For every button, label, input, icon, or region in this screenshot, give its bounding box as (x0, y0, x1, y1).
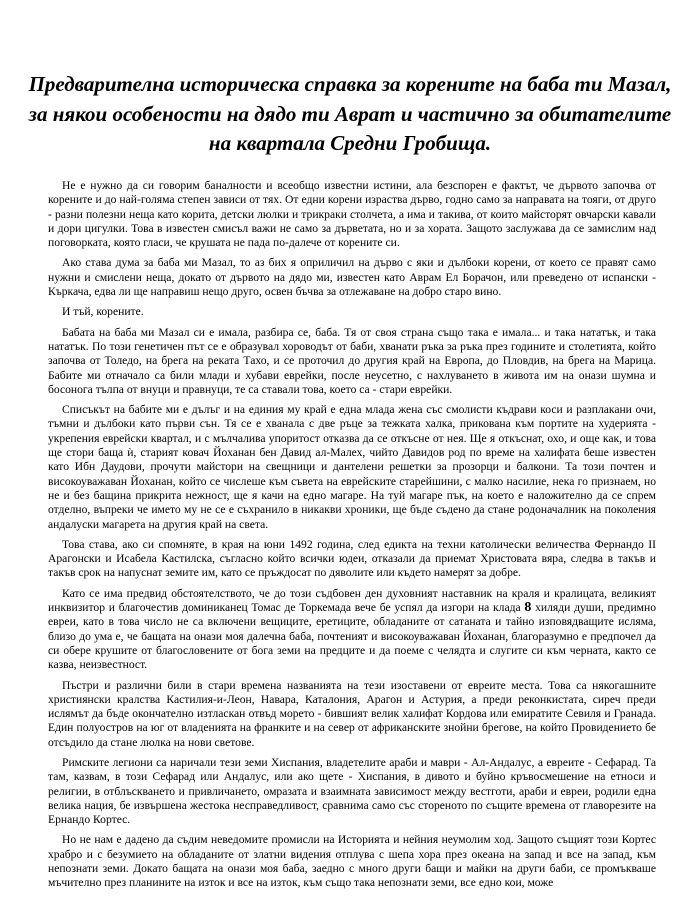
paragraph-4: Бабата на баба ми Мазал си е имала, разбира се, баба. Тя от своя страна също така е имала... и така нататък, и така нататък. По този генетичен път се е образувал хороводът от баби, хванати ръка за ръка през годините и столетията, който започва от Толедо, на брега на реката Тахо, и се проточил до другия край на Европа, до Пловдив, на брега на Марица. Бабите ми отначало са били млади и хубави еврейки, после неусетно, с нахлуването в живота им на онази шумна и босонога тълпа от внуци и правнуци, те са ставали това, което са - стари еврейки. (48, 325, 656, 396)
paragraph-7: Като се има предвид обстоятелството, че до този съдбовен ден духовният наставник на краля и кралицата, великият инквизитор и благочестив доминиканец Томас де Торкемада вече бе успял да изгори на клада 8 хиляди души, предимно евреи, като в това число не са включени вещиците, еретиците, обладаните от сатаната и тайно изповядващите исляма, близо до ума е, че бащата на онази моя далечна баба, почтеният и високоуважаван Йоханан, благоразумно е предпочел да си обере крушите от благословените от бога земи на предците и да поеме с челядта и слугите си към черната, както се казва, неизвестност. (48, 586, 656, 672)
emphasized-number: 8 (524, 600, 532, 616)
document-body (48, 179, 656, 897)
paragraph-6: Това става, ако си спомняте, в края на юни 1492 година, след едикта на техни католически величества Фернандо II Арагонски и Исабела Кастилска, съгласно който всички юдеи, отказали да приемат Христовата вяра, следва в такъв и такъв срок на напуснат земите им, като се пръждосат по дяволите или където намерят за добре. (48, 537, 656, 580)
paragraph-9: Римските легиони са наричали тези земи Хиспания, владетелите араби и маври - Ал-Андалус, а евреите - Сефарад. Та там, казвам, в този Сефарад или Андалус, или ако щете - Хиспания, в дивото и буйно кръвосмешение на етноси и религии, в отблъскването и привличането, омразата и взаимната зависимост между вестготи, араби и евреи, родили една велика нация, бе извършена жестока несправедливост, сравнима само със стореното по същите времена от главорезите на Ернандо Кортес. (48, 755, 656, 827)
paragraph-10: Но не нам е дадено да съдим неведомите промисли на Историята и нейния неумолим ход. Защото същият този Кортес храбро и с безумието на обладаните от златни видения отплува с шепа хора през океана на запад и все на запад, към непознати земи. Докато бащата на онази моя баба, заедно с много други бащи и майки на други баби, се промъкваше мъчително през планините на изток и все на изток, към също така непознати земи, все едно кои, може (48, 833, 656, 890)
document-title: Предварителна историческа справка за корените на баба ти Мазал, за някои особености на дядо ти Аврат и частично за обитателите на квартала Средни Гробища. (28, 72, 672, 155)
paragraph-1: Не е нужно да си говорим баналности и всеобщо известни истини, ала безспорен е фактът, че дървото започва от корените и до най-голяма степен зависи от тях. От едни корени израства дърво, годно само за направата на тояги, от друго - разни полезни неща като корита, детски люлки и трикраки столчета, а има и такива, от които майсторят овчарски кавали и дори цигулки. Това в известен смисъл важи не само за дърветата, но и за хората. Защото заслужава да се замислим над поговорката, която гласи, че крушата не пада по-далече от корените си. (48, 179, 656, 250)
paragraph-5: Списъкът на бабите ми е дълъг и на единия му край е една млада жена със смолисти къдрави коси и разплакани очи, тъмни и дълбоки като първи сън. Тя се е хванала с две ръце за тежката халка, прикована към портите на худерията - укрепения еврейски квартал, и с мълчалива упоритост отказва да се откъсне от нея. Ще я откъснат, охо, и още как, и това ще стори баща ѝ, старият ковач Йоханан бен Давид ал-Малех, чийто Давидов род по време на халифата беше известен като Ибн Даудови, прочути майстори на свещници и дантелени решетки за прозорци и балкони. Та този почтен и високоуважаван Йоханан, който се числеше към съвета на еврейските старейшини, с малко насилие, нека го признаем, но не и без бащина прикрита нежност, ще я качи на едно магаре. На туй магаре пък, на което е наложително да се спрем отделно, въпреки че името му не се е съхранило в никакви хроники, ще бъде съдено да стане родоначалник на поколения андалуски магарета на другия край на света. (48, 403, 656, 531)
paragraph-3: И тъй, корените. (62, 305, 144, 319)
paragraph-2: Ако става дума за баба ми Мазал, то аз бих я оприличил на дърво с яки и дълбоки корени, от което се правят само нужни и смислени неща, докато от дървото на дядо ми, известен като Аврам Ел Борачон, или преведено от испански - Къркача, едва ли ще направиш нещо друго, освен бъчва за отлежаване на добро старо вино. (48, 256, 656, 299)
paragraph-8: Пъстри и различни били в стари времена названията на тези изоставени от евреите места. Това са някогашните християнски кралства Кастилия-и-Леон, Навара, Каталония, Арагон и Астурия, а преди реконкистата, сиреч преди ислямът да бъде окончателно изтласкан отвъд морето - бившият велик халифат Кордова или емиратите Севиля и Гранада. Един полуостров на юг от владенията на франките и на север от африканските знойни брегове, на който Провидението бе отсъдило да стане люлка на нови светове. (48, 678, 656, 749)
